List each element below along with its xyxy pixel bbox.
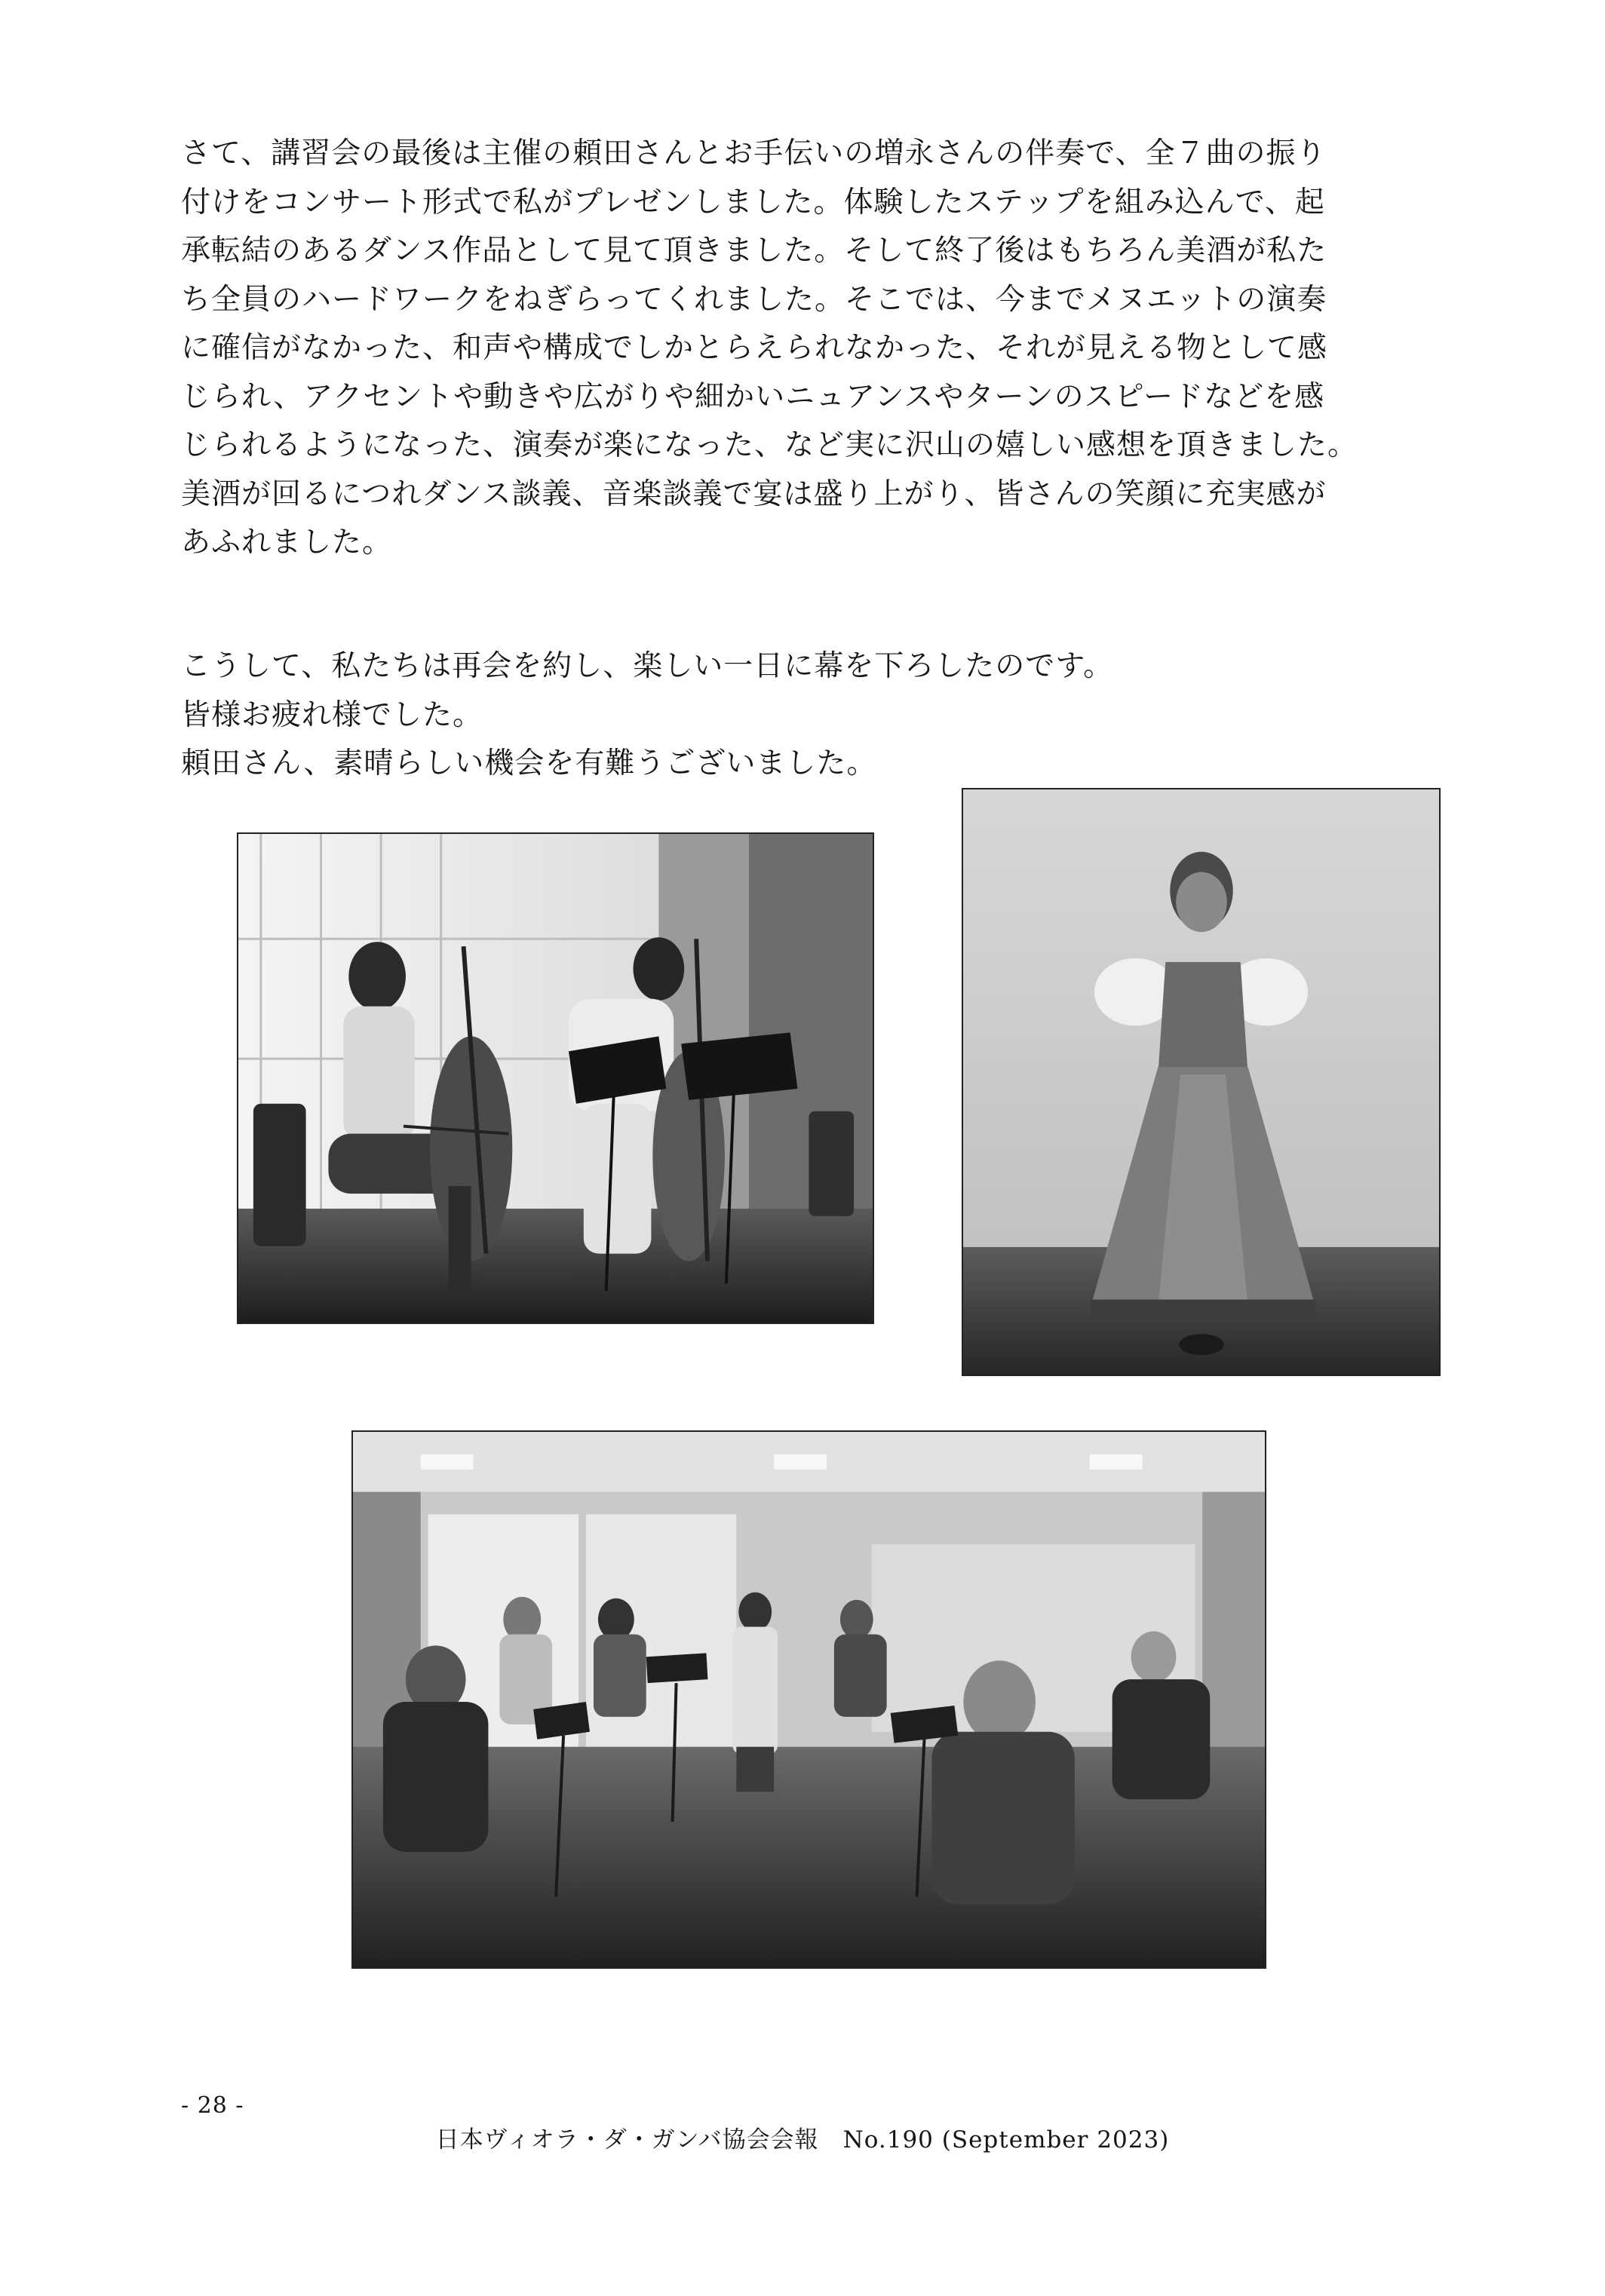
page-number: - 28 -	[181, 2092, 244, 2119]
photo-musicians	[237, 832, 874, 1324]
photo-dancer-image	[963, 789, 1439, 1375]
text-line: 付けをコンサート形式で私がプレゼンしました。体験したステップを組み込んで、起	[181, 185, 1325, 219]
text-line: じられ、アクセントや動きや広がりや細かいニュアンスやターンのスピードなどを感	[181, 379, 1325, 414]
photo-group-class-image	[353, 1432, 1265, 1967]
text-line: こうして、私たちは再会を約し、楽しい一日に幕を下ろしたのです。	[181, 649, 1114, 683]
text-line: さて、講習会の最後は主催の頼田さんとお手伝いの増永さんの伴奏で、全７曲の振り	[181, 136, 1327, 170]
text-line: あふれました。	[181, 526, 393, 559]
footer-publication: 日本ヴィオラ・ダ・ガンバ協会会報 No.190 (September 2023)	[435, 2126, 1170, 2153]
text-line: に確信がなかった、和声や構成でしかとらえられなかった、それが見える物として感	[181, 331, 1328, 365]
text-line: じられるようになった、演奏が楽になった、など実に沢山の嬉しい感想を頂きました。	[181, 428, 1358, 462]
photo-musicians-image	[238, 834, 873, 1323]
text-line: 美酒が回るにつれダンス談義、音楽談義で宴は盛り上がり、皆さんの笑顔に充実感が	[181, 477, 1327, 511]
text-line: 承転結のあるダンス作品として見て頂きました。そして終了後はもちろん美酒が私た	[181, 234, 1327, 268]
text-line: 皆様お疲れ様でした。	[181, 697, 483, 732]
text-line: 頼田さん、素晴らしい機会を有難うございました。	[181, 746, 877, 780]
photo-dancer	[962, 788, 1441, 1376]
photo-group-class	[351, 1430, 1266, 1969]
text-line: ち全員のハードワークをねぎらってくれました。そこでは、今までメヌエットの演奏	[181, 282, 1327, 317]
body-paragraph-1	[181, 130, 1478, 568]
body-paragraph-2	[181, 642, 1478, 789]
